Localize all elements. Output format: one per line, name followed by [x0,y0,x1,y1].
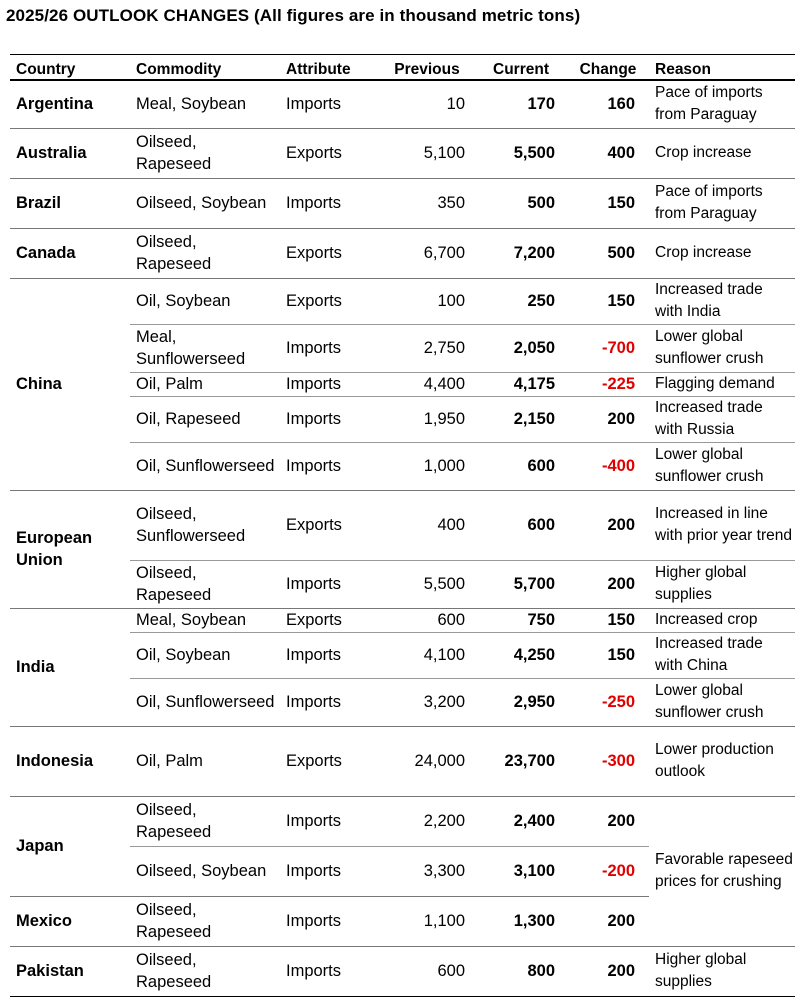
previous-cell: 1,000 [377,442,475,490]
current-cell: 3,100 [475,846,565,896]
commodity-cell: Oil, Soybean [130,278,280,324]
commodity-cell: Oil, Sunflowerseed [130,442,280,490]
country-cell: Argentina [10,80,130,128]
country-cell: Pakistan [10,946,130,996]
commodity-cell: Oilseed, Rapeseed [130,128,280,178]
change-cell: 500 [565,228,649,278]
current-cell: 2,400 [475,796,565,846]
country-cell: Brazil [10,178,130,228]
commodity-cell: Oil, Sunflowerseed [130,678,280,726]
attribute-cell: Exports [280,726,377,796]
commodity-cell: Oil, Palm [130,726,280,796]
current-cell: 23,700 [475,726,565,796]
change-cell: 150 [565,278,649,324]
commodity-cell: Oil, Palm [130,372,280,396]
attribute-cell: Exports [280,128,377,178]
change-cell: -225 [565,372,649,396]
previous-cell: 5,500 [377,560,475,608]
commodity-cell: Meal, Soybean [130,608,280,632]
previous-cell: 5,100 [377,128,475,178]
header-change: Change [565,55,649,81]
current-cell: 500 [475,178,565,228]
current-cell: 170 [475,80,565,128]
table-row [10,178,795,228]
current-cell: 5,500 [475,128,565,178]
country-cell: European Union [10,490,130,608]
attribute-cell: Imports [280,442,377,490]
reason-cell: Favorable rapeseed prices for crushing [649,796,795,946]
table-row [10,796,795,846]
previous-cell: 1,100 [377,896,475,946]
current-cell: 5,700 [475,560,565,608]
attribute-cell: Imports [280,178,377,228]
commodity-cell: Oilseed, Soybean [130,178,280,228]
commodity-cell: Oilseed, Rapeseed [130,560,280,608]
previous-cell: 600 [377,946,475,996]
commodity-cell: Oilseed, Sunflowerseed [130,490,280,560]
previous-cell: 6,700 [377,228,475,278]
current-cell: 7,200 [475,228,565,278]
commodity-cell: Oilseed, Rapeseed [130,228,280,278]
reason-cell: Increased crop [649,608,795,632]
reason-cell: Flagging demand [649,372,795,396]
reason-cell: Lower global sunflower crush [649,678,795,726]
previous-cell: 4,100 [377,632,475,678]
change-cell: 150 [565,178,649,228]
country-cell: Canada [10,228,130,278]
previous-cell: 10 [377,80,475,128]
commodity-cell: Oil, Soybean [130,632,280,678]
country-cell: Mexico [10,896,130,946]
table-row [10,228,795,278]
change-cell: 150 [565,632,649,678]
change-cell: 200 [565,896,649,946]
change-cell: 200 [565,796,649,846]
reason-cell: Increased in line with prior year trend [649,490,795,560]
previous-cell: 2,200 [377,796,475,846]
current-cell: 1,300 [475,896,565,946]
attribute-cell: Imports [280,324,377,372]
change-cell: 200 [565,490,649,560]
previous-cell: 2,750 [377,324,475,372]
attribute-cell: Imports [280,80,377,128]
current-cell: 4,250 [475,632,565,678]
current-cell: 2,150 [475,396,565,442]
table-row [10,726,795,796]
attribute-cell: Imports [280,946,377,996]
header-country: Country [10,55,130,81]
table-row [10,946,795,996]
attribute-cell: Imports [280,846,377,896]
header-current: Current [475,55,565,81]
previous-cell: 3,300 [377,846,475,896]
previous-cell: 350 [377,178,475,228]
country-cell: Indonesia [10,726,130,796]
reason-cell: Pace of imports from Paraguay [649,178,795,228]
current-cell: 4,175 [475,372,565,396]
change-cell: -300 [565,726,649,796]
reason-cell: Crop increase [649,128,795,178]
table-row [10,490,795,560]
commodity-cell: Oilseed, Rapeseed [130,796,280,846]
change-cell: 160 [565,80,649,128]
change-cell: -250 [565,678,649,726]
country-cell: India [10,608,130,726]
change-cell: -700 [565,324,649,372]
previous-cell: 4,400 [377,372,475,396]
attribute-cell: Exports [280,278,377,324]
previous-cell: 600 [377,608,475,632]
header-previous: Previous [377,55,475,81]
change-cell: 150 [565,608,649,632]
change-cell: 200 [565,560,649,608]
previous-cell: 24,000 [377,726,475,796]
reason-cell: Pace of imports from Paraguay [649,80,795,128]
reason-cell: Increased trade with Russia [649,396,795,442]
attribute-cell: Exports [280,608,377,632]
attribute-cell: Exports [280,490,377,560]
change-cell: 200 [565,946,649,996]
previous-cell: 400 [377,490,475,560]
commodity-cell: Oil, Rapeseed [130,396,280,442]
commodity-cell: Oilseed, Rapeseed [130,896,280,946]
header-reason: Reason [649,55,795,81]
attribute-cell: Imports [280,678,377,726]
country-cell: Japan [10,796,130,896]
current-cell: 250 [475,278,565,324]
current-cell: 600 [475,442,565,490]
change-cell: -400 [565,442,649,490]
previous-cell: 1,950 [377,396,475,442]
table-row [10,80,795,128]
page-title: 2025/26 OUTLOOK CHANGES (All figures are in thousand metric tons) [6,6,581,25]
reason-cell: Higher global supplies [649,560,795,608]
reason-cell: Lower production outlook [649,726,795,796]
table-row [10,278,795,324]
commodity-cell: Oilseed, Rapeseed [130,946,280,996]
attribute-cell: Imports [280,632,377,678]
attribute-cell: Imports [280,796,377,846]
current-cell: 2,050 [475,324,565,372]
header-row [10,55,795,81]
header-attribute: Attribute [280,55,377,81]
attribute-cell: Imports [280,396,377,442]
reason-cell: Crop increase [649,228,795,278]
commodity-cell: Meal, Soybean [130,80,280,128]
outlook-changes-table [10,54,795,997]
reason-cell: Increased trade with China [649,632,795,678]
country-cell: China [10,278,130,490]
attribute-cell: Imports [280,372,377,396]
current-cell: 800 [475,946,565,996]
country-cell: Australia [10,128,130,178]
table-row [10,128,795,178]
change-cell: 200 [565,396,649,442]
reason-cell: Increased trade with India [649,278,795,324]
commodity-cell: Meal, Sunflowerseed [130,324,280,372]
attribute-cell: Imports [280,896,377,946]
previous-cell: 3,200 [377,678,475,726]
reason-cell: Higher global supplies [649,946,795,996]
reason-cell: Lower global sunflower crush [649,442,795,490]
previous-cell: 100 [377,278,475,324]
commodity-cell: Oilseed, Soybean [130,846,280,896]
attribute-cell: Exports [280,228,377,278]
current-cell: 750 [475,608,565,632]
current-cell: 600 [475,490,565,560]
current-cell: 2,950 [475,678,565,726]
attribute-cell: Imports [280,560,377,608]
header-commodity: Commodity [130,55,280,81]
reason-cell: Lower global sunflower crush [649,324,795,372]
change-cell: 400 [565,128,649,178]
table-row [10,608,795,632]
change-cell: -200 [565,846,649,896]
